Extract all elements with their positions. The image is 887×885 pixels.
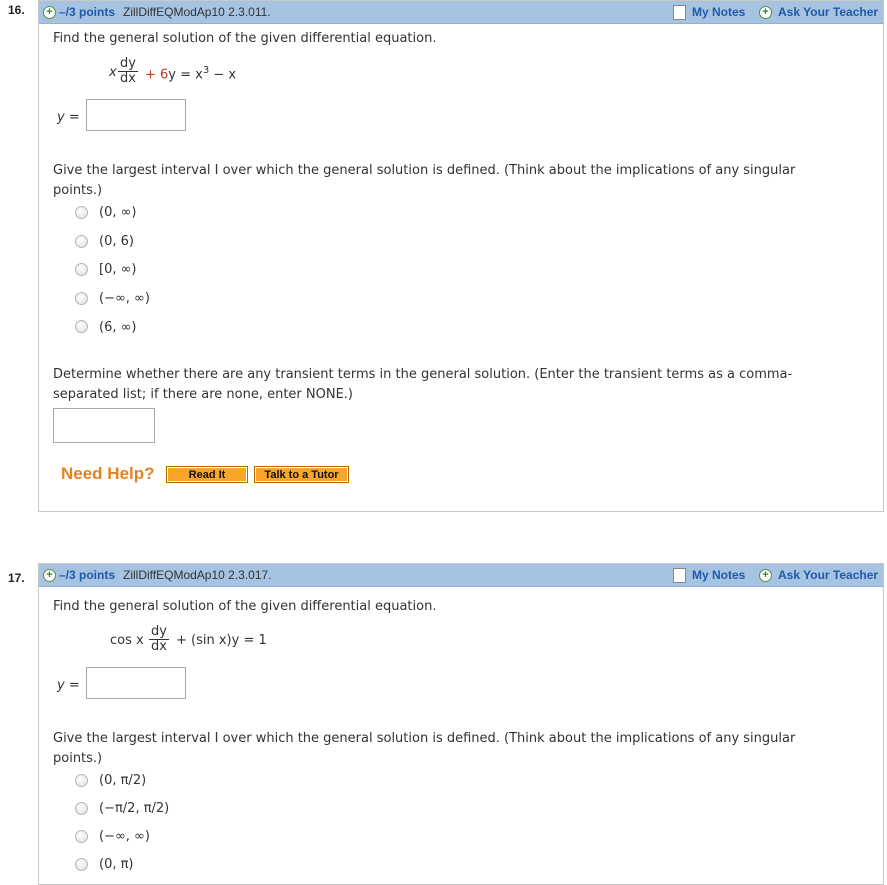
radio-button[interactable] [75,263,88,276]
answer-input[interactable] [86,667,186,699]
radio-option-label: (0, 6) [99,234,134,249]
radio-option-label: [0, ∞) [99,262,137,277]
radio-option-label: (0, π) [99,857,134,872]
radio-option-label: (−∞, ∞) [99,829,150,844]
question-number: 16. [8,3,25,17]
question-17 [38,563,884,885]
prompt-text: Give the largest interval I over which the general solution is defined. (Think about the implications of any singular [53,163,796,178]
y-label: y = [57,678,80,693]
radio-option-label: (6, ∞) [99,320,137,335]
prompt-text: Find the general solution of the given differential equation. [53,31,437,46]
radio-option-label: (−∞, ∞) [99,291,150,306]
question-source: ZillDiffEQModAp10 2.3.011. [123,5,271,19]
notes-icon[interactable] [673,5,686,20]
radio-option-label: (−π/2, π/2) [99,801,170,816]
my-notes-link[interactable]: My Notes [692,5,746,19]
y-label: y = [57,110,80,125]
eq-exponent: 3 [202,65,210,76]
plus-circle-icon[interactable]: + [43,569,56,582]
radio-option-label: (0, ∞) [99,205,137,220]
radio-button[interactable] [75,830,88,843]
talk-to-tutor-button[interactable]: Talk to a Tutor [254,466,349,483]
radio-option-label: (0, π/2) [99,773,147,788]
prompt-text: Determine whether there are any transient terms in the general solution. (Enter the transient terms as a comma- [53,367,793,382]
question-16 [38,0,884,512]
radio-button[interactable] [75,235,88,248]
need-help-label: Need Help? [61,464,155,483]
radio-button[interactable] [75,320,88,333]
prompt-text: points.) [53,751,103,766]
derivative-fraction [149,625,169,654]
eq-term [145,65,236,82]
radio-button[interactable] [75,858,88,871]
ask-teacher-link[interactable]: Ask Your Teacher [778,568,879,582]
plus-circle-icon[interactable]: + [759,569,772,582]
notes-icon[interactable] [673,568,686,583]
transient-terms-input[interactable] [53,408,155,443]
radio-button[interactable] [75,292,88,305]
question-body [39,24,883,511]
radio-button[interactable] [75,802,88,815]
eq-x: x [109,65,117,80]
radio-button[interactable] [75,774,88,787]
frac-numerator: dy [149,625,169,640]
question-source: ZillDiffEQModAp10 2.3.017. [123,568,272,582]
prompt-text: separated list; if there are none, enter NONE.) [53,387,353,402]
question-header [39,1,883,24]
eq-cos: cos x [110,633,144,648]
prompt-text: points.) [53,183,103,198]
frac-denominator: dx [151,639,167,654]
answer-input[interactable] [86,99,186,131]
frac-numerator: dy [118,57,138,72]
eq-plus-six: + 6 [145,67,169,83]
eq-minus-x: − x [209,67,237,83]
prompt-text: Find the general solution of the given differential equation. [53,599,437,614]
eq-rest: + (sin x)y = 1 [176,633,267,648]
plus-circle-icon[interactable]: + [759,6,772,19]
question-body [39,587,883,884]
derivative-fraction [118,57,138,86]
plus-circle-icon[interactable]: + [43,6,56,19]
read-it-button[interactable]: Read It [166,466,248,483]
frac-denominator: dx [120,71,136,86]
prompt-text: Give the largest interval I over which the general solution is defined. (Think about the implications of any singular [53,731,796,746]
question-header [39,564,883,587]
eq-y-rhs: y = x [168,67,203,83]
ask-teacher-link[interactable]: Ask Your Teacher [778,5,879,19]
points-label: –/3 points [59,5,116,19]
my-notes-link[interactable]: My Notes [692,568,746,582]
radio-button[interactable] [75,206,88,219]
question-number: 17. [8,571,25,585]
points-label: –/3 points [59,568,116,582]
